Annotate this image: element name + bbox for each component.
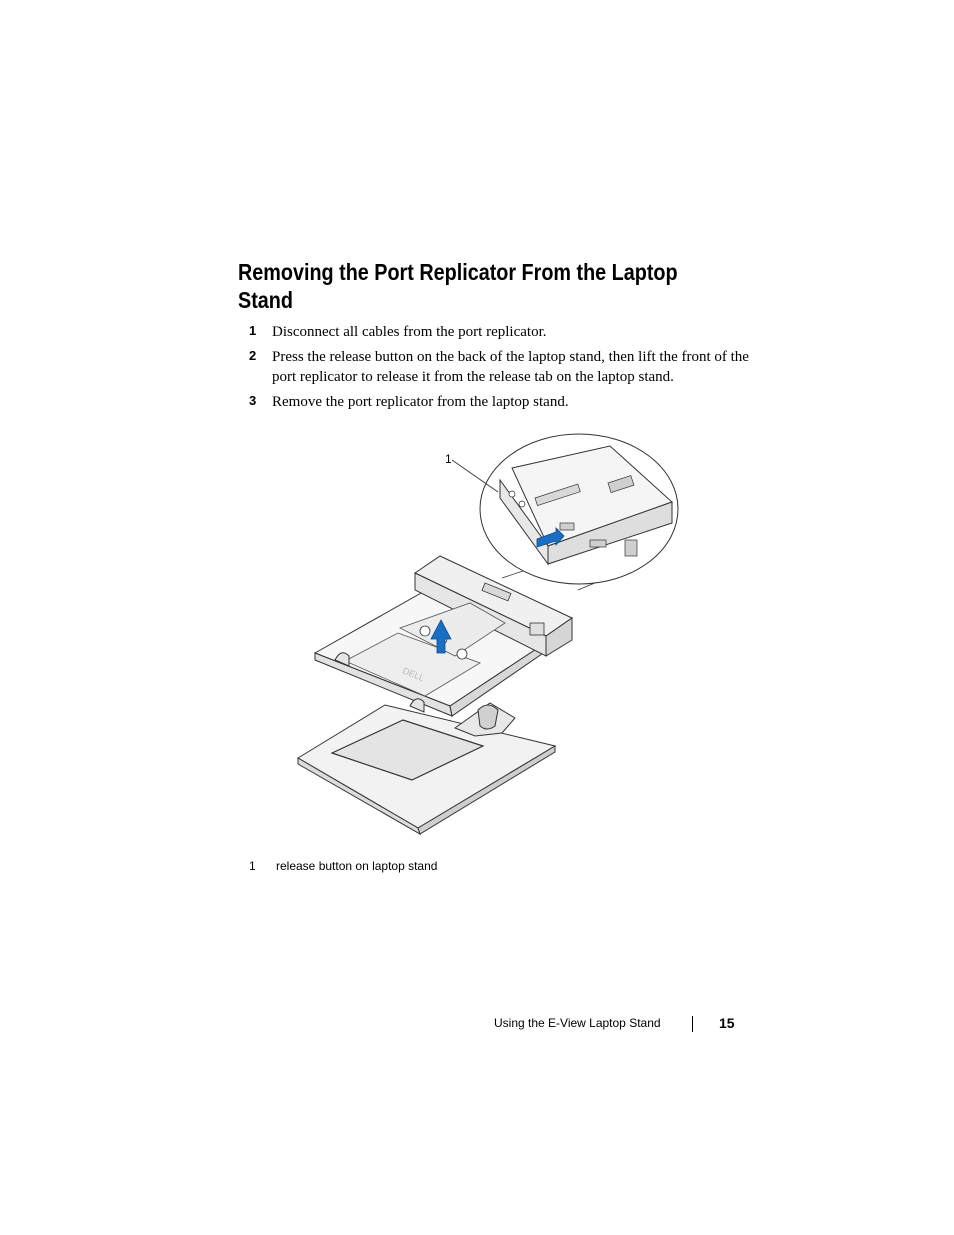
dell-logo: DELL — [401, 665, 426, 684]
laptop-stand-illustration — [290, 428, 690, 838]
page-number: 15 — [719, 1015, 735, 1031]
step-text: Press the release button on the back of the laptop stand, then lift the front of the port replicator to release it from the release tab on the laptop stand. — [272, 349, 749, 385]
footer-section-title: Using the E-View Laptop Stand — [494, 1016, 661, 1030]
detail-callout — [480, 434, 678, 590]
tray-tab — [410, 699, 424, 712]
caption-text: release button on laptop stand — [276, 859, 438, 873]
callout-label: 1 — [445, 452, 452, 466]
step-number: 1 — [249, 323, 257, 338]
step-item — [249, 322, 749, 342]
procedure-steps — [249, 322, 749, 417]
stand-base — [298, 705, 555, 834]
step-number: 3 — [249, 393, 257, 408]
step-text: Disconnect all cables from the port replicator. — [272, 324, 547, 340]
caption-number: 1 — [249, 859, 256, 873]
section-heading: Removing the Port Replicator From the Laptop Stand — [238, 259, 678, 313]
step-number: 2 — [249, 348, 257, 363]
step-item — [249, 347, 749, 387]
step-item — [249, 392, 749, 412]
footer-divider — [692, 1016, 693, 1032]
step-text: Remove the port replicator from the laptop stand. — [272, 394, 569, 410]
